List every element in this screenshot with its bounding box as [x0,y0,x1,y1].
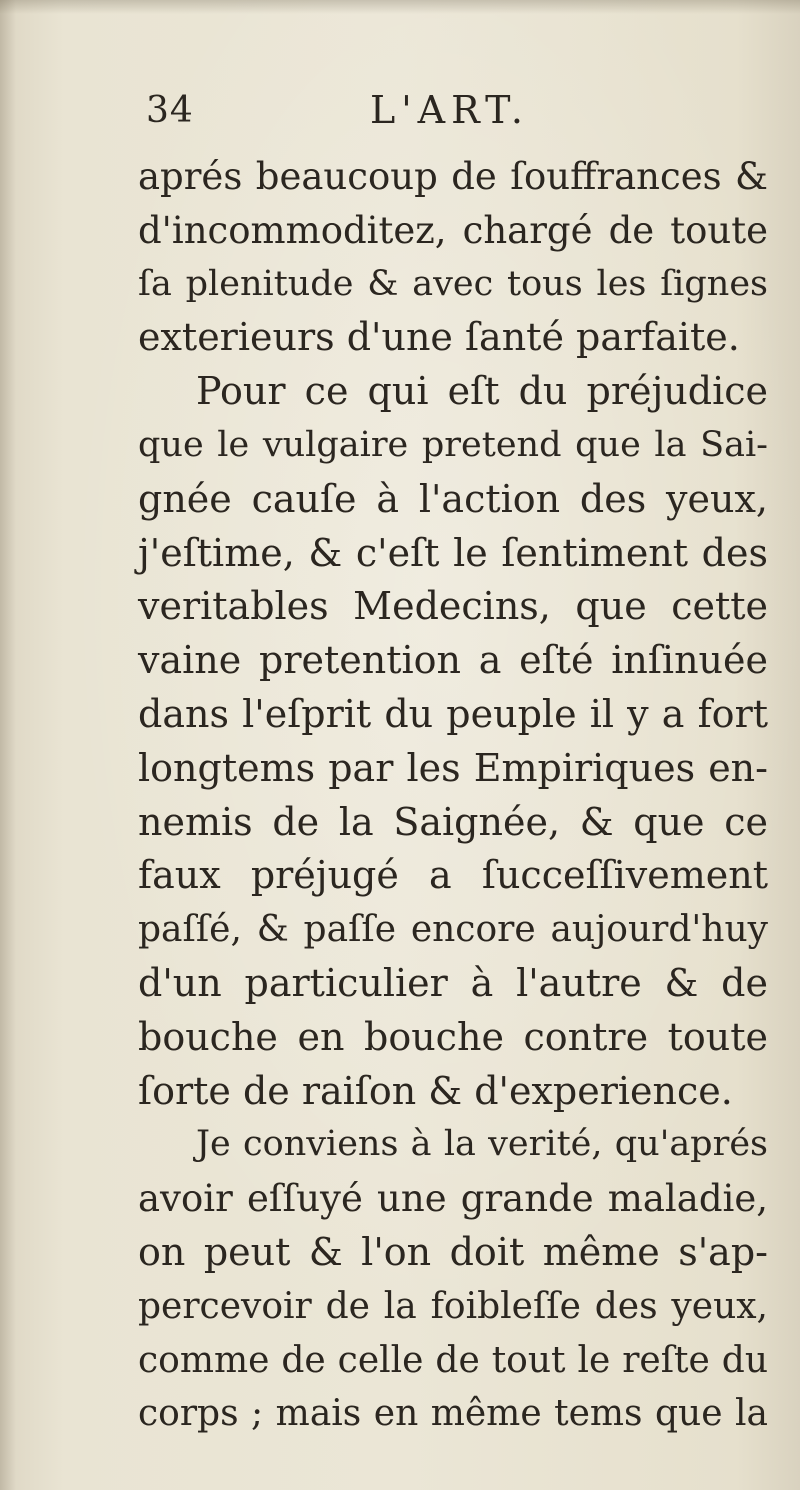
text-line: ſorte de raiſon & d'experience. [138,1068,733,1113]
text-line: veritables Medecins, que cette [138,584,768,629]
text-line: que le vulgaire pretend que la Sai- [138,424,768,465]
text-line: dans l'eſprit du peuple il y a fort [138,691,768,736]
text-line: nemis de la Saignée, & que ce [138,799,768,844]
text-line: paſſé, & paſſe encore aujourd'huy [138,909,768,951]
page-top-shadow [0,0,800,14]
text-line: faux préjugé a ſucceſſivement [138,853,768,898]
text-line: j'eſtime, & c'eſt le ſentiment des [138,530,768,575]
paragraph-start-line: Pour ce qui eſt du préjudice [196,369,768,414]
text-line: d'un particulier à l'autre & de [138,960,768,1005]
paragraph-start-line: Je conviens à la verité, qu'aprés [196,1124,768,1165]
page-number: 34 [146,90,194,131]
text-line: percevoir de la foibleſſe des yeux, [138,1285,768,1327]
text-line: avoir eſſuyé une grande maladie, [138,1177,768,1221]
text-line: gnée cauſe à l'action des yeux, [138,476,768,521]
text-line: ſa plenitude & avec tous les ſignes [138,263,768,304]
text-line: bouche en bouche contre toute [138,1014,768,1059]
page-header [146,82,766,142]
text-line: longtems par les Empiriques en- [138,745,768,790]
page-gutter-shadow [0,0,16,1490]
text-line: corps ; mais en même tems que la [138,1393,768,1435]
text-line: on peut & l'on doit même s'ap- [138,1229,768,1274]
text-line: exterieurs d'une ſanté parfaite. [138,315,740,360]
running-head: L'ART. [370,88,529,132]
text-line: vaine pretention a eſté inſinuée [138,638,768,683]
text-line: aprés beaucoup de ſouffrances & [138,155,768,198]
text-line: d'incommoditez, chargé de toute [138,208,768,252]
body-text [138,150,768,1441]
text-line: comme de celle de tout le reſte du [138,1339,768,1381]
